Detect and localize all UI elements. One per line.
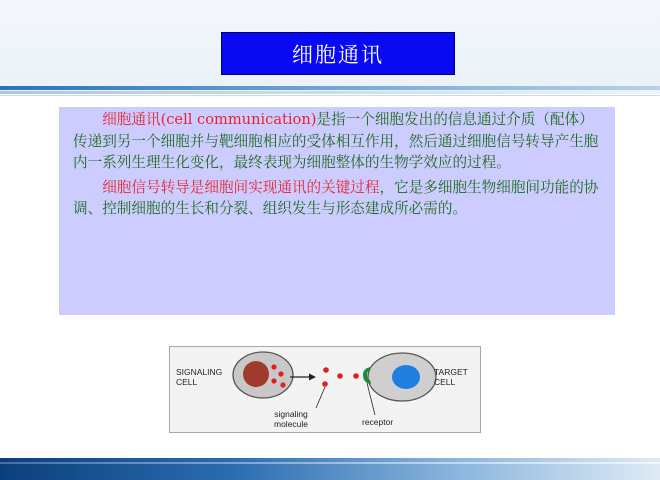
- free-signaling-molecule: [323, 367, 329, 373]
- bound-molecule: [353, 373, 359, 379]
- vesicle-molecule: [271, 364, 276, 369]
- vesicle-molecule: [271, 378, 276, 383]
- receptor-label: receptor: [362, 417, 394, 427]
- free-signaling-molecule: [337, 373, 343, 379]
- header-divider-stripe: [0, 91, 660, 94]
- header-divider-stripe: [0, 95, 660, 96]
- cell-signaling-diagram: [170, 347, 480, 432]
- vesicle-molecule: [280, 382, 285, 387]
- paragraph-signal-transduction: [73, 177, 605, 220]
- vesicle-molecule: [278, 371, 283, 376]
- signaling-cell-nucleus: [243, 361, 269, 387]
- cell-signaling-figure: [169, 346, 481, 433]
- header-divider-stripe: [0, 86, 660, 90]
- signaling-cell-label: SIGNALING CELL: [176, 367, 223, 387]
- term-signal-transduction: 细胞信号转导是细胞间实现通讯的关键过程: [102, 178, 380, 196]
- footer-bar: [0, 458, 660, 480]
- signal-arrow-head: [309, 374, 316, 381]
- target-cell-nucleus: [392, 365, 420, 389]
- definition-text: 是指一个细胞发出的信息通过介质（配体）传递到另一个细胞并与靶细胞相应的受体相互作用，然后通过细胞信号转导产生胞内一系列生理生化变化，最终表现为细胞整体的生物学效应的过程。: [73, 111, 599, 171]
- definition-text-panel: [59, 107, 615, 315]
- slide-title: 细胞通讯: [221, 32, 455, 75]
- paragraph-definition: [73, 109, 605, 174]
- term-cell-communication: 细胞通讯(cell communication): [102, 111, 317, 128]
- signaling-molecule-label: signaling molecule: [274, 409, 309, 429]
- signal-transduction-text: ，它是多细胞生物细胞间功能的协调、控制细胞的生长和分裂、组织发生与形态建成所必需的。: [73, 178, 599, 217]
- target-cell-label: TARGET CELL: [434, 367, 468, 387]
- free-signaling-molecule: [322, 381, 328, 387]
- molecule-pointer-line: [316, 387, 325, 408]
